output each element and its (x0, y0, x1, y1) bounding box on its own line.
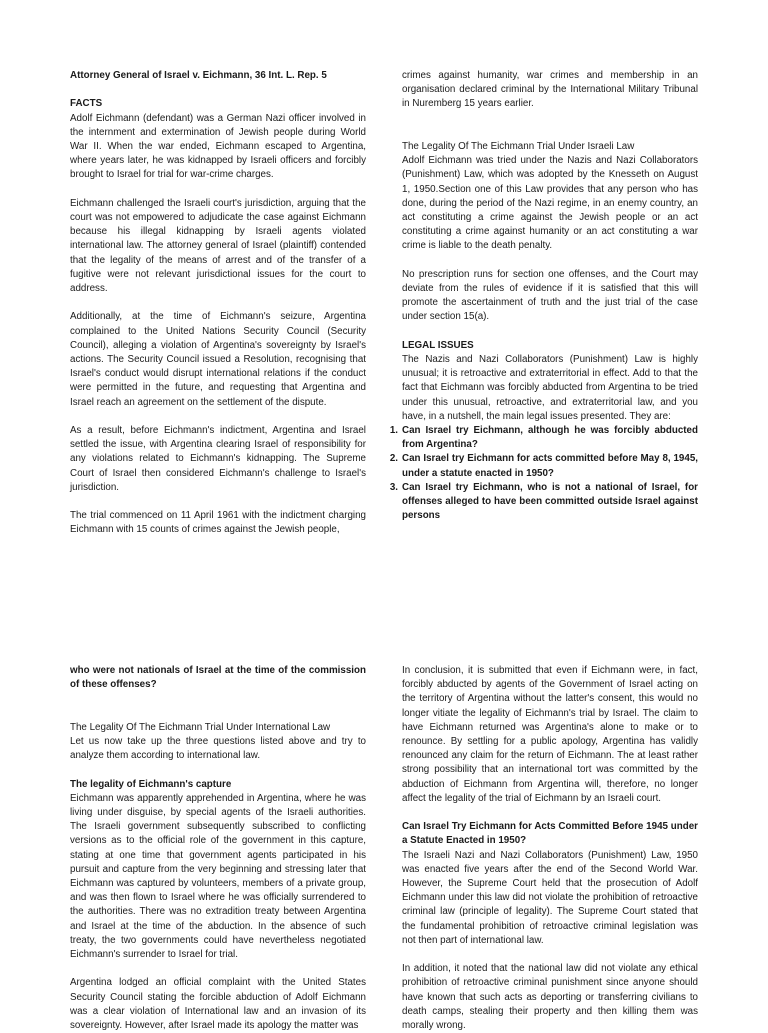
list-text: Can Israel try Eichmann, although he was forcibly abducted from Argentina? (402, 425, 698, 451)
list-number: 1. (389, 425, 398, 437)
capture-heading: The legality of Eichmann's capture (70, 778, 232, 790)
facts-heading: FACTS (70, 98, 103, 110)
paragraph: Additionally, at the time of Eichmann's seizure, Argentina complained to the United Nations Security Council (Security Council), alleging a violation of Argentina's sovereignty by Israel's actions. The Security Council issued a Resolution, recognising that Israel's conduct would disrupt international relations if the conduct were permitted in the future, and requesting that Argentina and Israel reach an agreement on the settlement of the dispute. (70, 311, 366, 408)
list-text: Can Israel try Eichmann for acts committed before May 8, 1945, under a statute enacted in 1950? (402, 453, 698, 479)
paragraph: Eichmann was apparently apprehended in Argentina, where he was living under disguise, by special agents of the Israeli authorities. The Israeli government subsequently subscribed to conflicting versions as to the official role of the government in this capture, stating at one time that government agents participated in his pursuit and capture from the very beginning and stressing later that Eichmann was captured by volunteers, members of a private group, and was then flown to Israel where he was officially surrendered to the authorities. There was no extradition treaty between Argentina and Israel at the time of the abduction. In the absence of such treaty, the two governments could have nevertheless negotiated Eichmann's surrender to Israel for trial. (70, 792, 366, 961)
paragraph: crimes against humanity, war crimes and membership in an organisation declared criminal by the International Military Tribunal in Nuremberg 15 years earlier. (402, 70, 698, 110)
paragraph: The Israeli Nazi and Nazi Collaborators (Punishment) Law, 1950 was enacted five years after the end of the Second World War. However, the Supreme Court held that the prosecution of Adolf Eichmann under this law did not violate the prohibition of retroactive criminal law (principle of legality). The Supreme Court stated that the fundamental prohibition of retroactive criminal legislation was not then part of international law. (402, 849, 698, 946)
issues-list (389, 424, 698, 523)
page1-right-column (389, 69, 698, 523)
paragraph: As a result, before Eichmann's indictment, Argentina and Israel settled the issue, with Argentina clearing Israel of responsibility for any violations related to Eichmann's kidnapping. The Supreme Court of Israel then considered Eichmann's challenge to Israel's jurisdiction. (70, 425, 366, 493)
paragraph: Argentina lodged an official complaint with the United States Security Council stating the forcible abduction of Adolf Eichmann was a clear violation of International law and an invasion of its sovereignty. However, after Israel made its apology the matter was (70, 977, 366, 1032)
list-item (389, 424, 698, 452)
paragraph: In conclusion, it is submitted that even if Eichmann were, in fact, forcibly abducted by agents of the Government of Israel acting on the territory of Argentina without the latter's consent, this would no longer vitiate the legality of Eichmann's trial by Israel. The claim to have Eichmann returned was Argentina's alone to make or to renounce. By settling for a public apology, Argentina has validly renounced any claim for the return of Eichmann. The at least rather strong possibility that an international tort was committed by the abduction of Eichmann from Argentina will, therefore, no longer affect the legality of the trial of Eichmann by an Israeli court. (402, 665, 698, 804)
issue-continuation: who were not nationals of Israel at the time of the commission of these offenses? (70, 665, 366, 691)
section-subtitle: The Legality Of The Eichmann Trial Under Israeli Law (402, 141, 635, 152)
section-subtitle: The Legality Of The Eichmann Trial Under International Law (70, 721, 331, 733)
paragraph: In addition, it noted that the national law did not violate any ethical prohibition of retroactive criminal punishment since anyone should have known that such acts as deporting or transferring civilians to death camps, stealing their property and then killing them was morally wrong. (402, 963, 698, 1032)
list-item (389, 452, 698, 480)
list-item (389, 481, 698, 524)
paragraph: Let us now take up the three questions listed above and try to analyze them according to international law. (70, 736, 366, 762)
section-heading: Can Israel Try Eichmann for Acts Committed Before 1945 under a Statute Enacted in 1950? (402, 821, 698, 847)
paragraph: No prescription runs for section one offenses, and the Court may deviate from the rules of evidence if it is satisfied that this will promote the ascertainment of truth and the just trial of the case under section 15(a). (402, 268, 698, 323)
case-title: Attorney General of Israel v. Eichmann, 36 Int. L. Rep. 5 (70, 70, 327, 81)
list-number: 2. (389, 453, 398, 465)
page2-right-column (402, 664, 698, 1033)
paragraph: The Nazis and Nazi Collaborators (Punishment) Law is highly unusual; it is retroactive and extraterritorial in effect. Add to that the fact that Eichmann was forcibly abducted from Argentina to be tried under this unusual, retroactive, and extraterritorial law, and you have, in a nutshell, the main legal issues presented. They are: (402, 354, 698, 422)
paragraph: The trial commenced on 11 April 1961 with the indictment charging Eichmann with 15 counts of crimes against the Jewish people, (70, 510, 366, 536)
list-text: Can Israel try Eichmann, who is not a national of Israel, for offenses alleged to have been committed outside Israel against persons (402, 481, 698, 522)
page2-left-column (70, 664, 366, 1033)
paragraph: Adolf Eichmann was tried under the Nazis and Nazi Collaborators (Punishment) Law, which was adopted by the Knesseth on August 1, 1950.Section one of this Law provides that any person who has done, during the period of the Nazi regime, in an enemy country, an act constituting a crime against the Jewish people or an act constituting a crime against humanity or an act constituting a war crime is liable to the death penalty. (402, 155, 698, 252)
page1-left-column (70, 69, 366, 538)
legal-issues-heading: LEGAL ISSUES (402, 339, 474, 351)
paragraph: Eichmann challenged the Israeli court's jurisdiction, arguing that the court was not empowered to adjudicate the case against Eichmann because his illegal kidnapping by Israeli agents violated international law. The attorney general of Israel (plaintiff) contended that the legality of the means of arrest and of the transfer of a fugitive were not relevant jurisdictional issues for the court to address. (70, 197, 366, 295)
list-number: 3. (389, 481, 398, 493)
paragraph: Adolf Eichmann (defendant) was a German Nazi officer involved in the internment and extermination of Jewish people during World War II. When the war ended, Eichmann escaped to Argentina, where years later, he was kidnapped by Israeli officers and forcibly brought to Israel for trial for war-crime charges. (70, 112, 366, 181)
